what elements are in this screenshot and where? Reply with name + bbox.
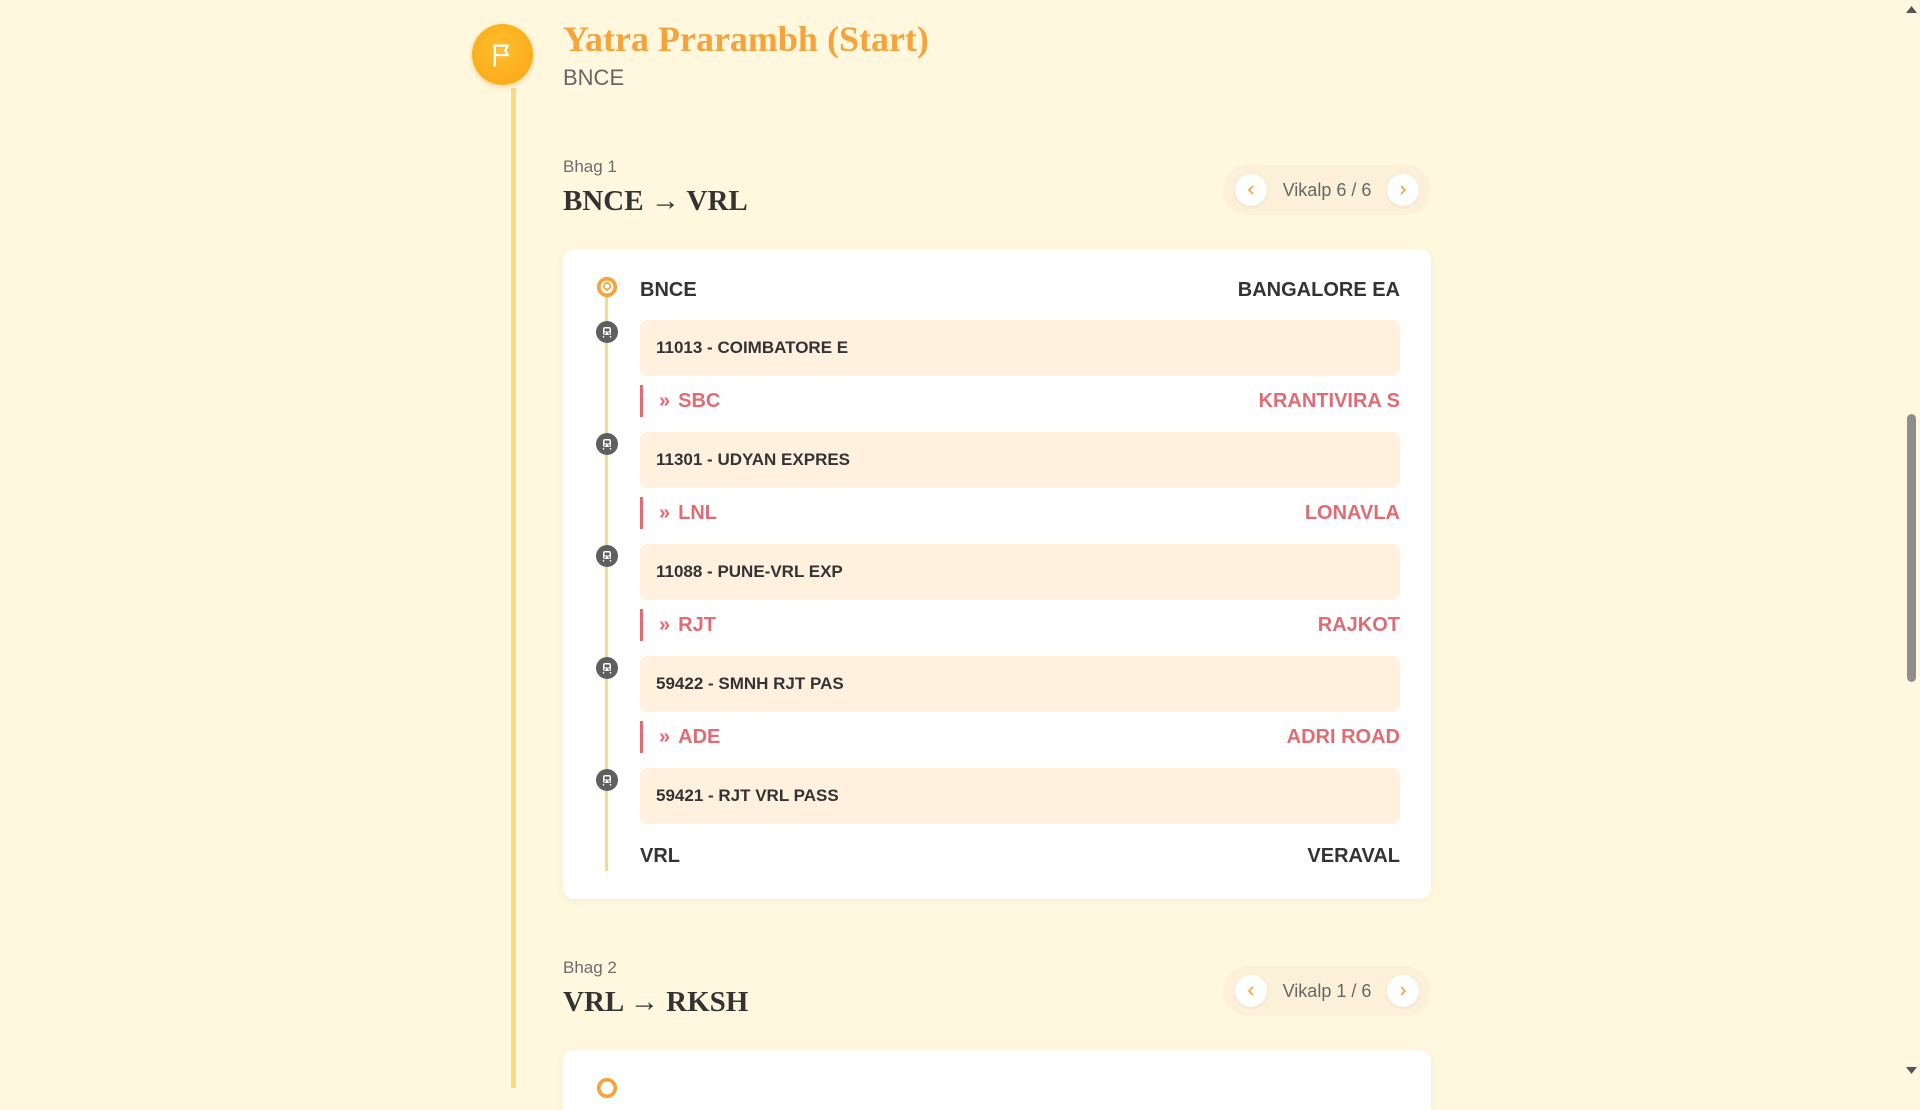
option-counter: Vikalp 6 / 6 xyxy=(1282,179,1372,200)
leg-title: VRL → RKSH xyxy=(563,986,749,1018)
start-title: Yatra Prarambh (Start) xyxy=(563,19,929,59)
leg-title: BNCE → VRL xyxy=(563,185,748,217)
train-segment[interactable] xyxy=(640,768,1400,824)
option-pager xyxy=(1223,165,1431,215)
next-option-button[interactable] xyxy=(1387,174,1419,206)
train-icon xyxy=(596,545,618,567)
transfer-station-row xyxy=(640,385,1400,417)
start-station-code: BNCE xyxy=(563,65,625,90)
chevron-left-icon xyxy=(1245,985,1257,997)
train-segment[interactable] xyxy=(640,544,1400,600)
train-name: 11013 - COIMBATORE E xyxy=(656,338,849,357)
origin-station-row xyxy=(640,279,1400,302)
train-name: 11301 - UDYAN EXPRES xyxy=(656,450,851,469)
scroll-up-arrow-icon[interactable] xyxy=(1905,2,1918,15)
double-chevron-right-icon: » xyxy=(659,390,671,412)
leg-label: Bhag 2 xyxy=(563,958,617,977)
main-timeline xyxy=(511,88,516,1088)
train-segment[interactable] xyxy=(640,432,1400,488)
previous-option-button[interactable] xyxy=(1235,174,1267,206)
train-name: 11088 - PUNE-VRL EXP xyxy=(656,562,843,581)
transfer-code: ADE xyxy=(678,725,721,748)
transfer-station-row xyxy=(640,609,1400,641)
flag-icon xyxy=(489,41,517,69)
train-icon xyxy=(596,321,618,343)
transfer-station-row xyxy=(640,721,1400,753)
origin-name: BANGALORE EA xyxy=(1237,279,1400,301)
origin-code: BNCE xyxy=(640,279,697,301)
train-icon xyxy=(596,433,618,455)
leg-section-2 xyxy=(563,958,1431,1088)
destination-code: VRL xyxy=(640,845,680,867)
leg-section-1 xyxy=(563,157,1431,897)
transfer-name: ADRI ROAD xyxy=(1286,725,1400,748)
transfer-name: KRANTIVIRA S xyxy=(1258,389,1400,412)
double-chevron-right-icon: » xyxy=(659,726,671,748)
transfer-name: LONAVLA xyxy=(1304,501,1400,524)
double-chevron-right-icon: » xyxy=(659,614,671,636)
chevron-right-icon xyxy=(1397,985,1409,997)
route-card xyxy=(563,1050,1431,1110)
transfer-name: RAJKOT xyxy=(1317,613,1400,636)
scrollbar-thumb[interactable] xyxy=(1907,414,1916,682)
option-pager xyxy=(1223,966,1431,1016)
destination-station-row xyxy=(640,845,1400,868)
train-segment[interactable] xyxy=(640,656,1400,712)
train-icon xyxy=(596,657,618,679)
transfer-code: LNL xyxy=(678,501,718,524)
train-name: 59421 - RJT VRL PASS xyxy=(656,786,839,805)
transfer-code: RJT xyxy=(678,613,716,636)
vertical-scrollbar[interactable] xyxy=(1903,0,1920,1080)
destination-name: VERAVAL xyxy=(1307,845,1400,867)
double-chevron-right-icon: » xyxy=(659,502,671,524)
chevron-right-icon xyxy=(1397,184,1409,196)
train-icon xyxy=(596,769,618,791)
route-card xyxy=(563,249,1431,899)
start-marker xyxy=(472,24,533,85)
previous-option-button[interactable] xyxy=(1235,975,1267,1007)
scroll-down-arrow-icon[interactable] xyxy=(1905,1064,1918,1077)
location-pin-icon xyxy=(595,275,619,299)
transfer-code: SBC xyxy=(678,389,721,412)
option-counter: Vikalp 1 / 6 xyxy=(1282,980,1372,1001)
leg-label: Bhag 1 xyxy=(563,157,617,176)
chevron-left-icon xyxy=(1245,184,1257,196)
next-option-button[interactable] xyxy=(1387,975,1419,1007)
transfer-station-row xyxy=(640,497,1400,529)
train-name: 59422 - SMNH RJT PAS xyxy=(656,674,844,693)
train-segment[interactable] xyxy=(640,320,1400,376)
